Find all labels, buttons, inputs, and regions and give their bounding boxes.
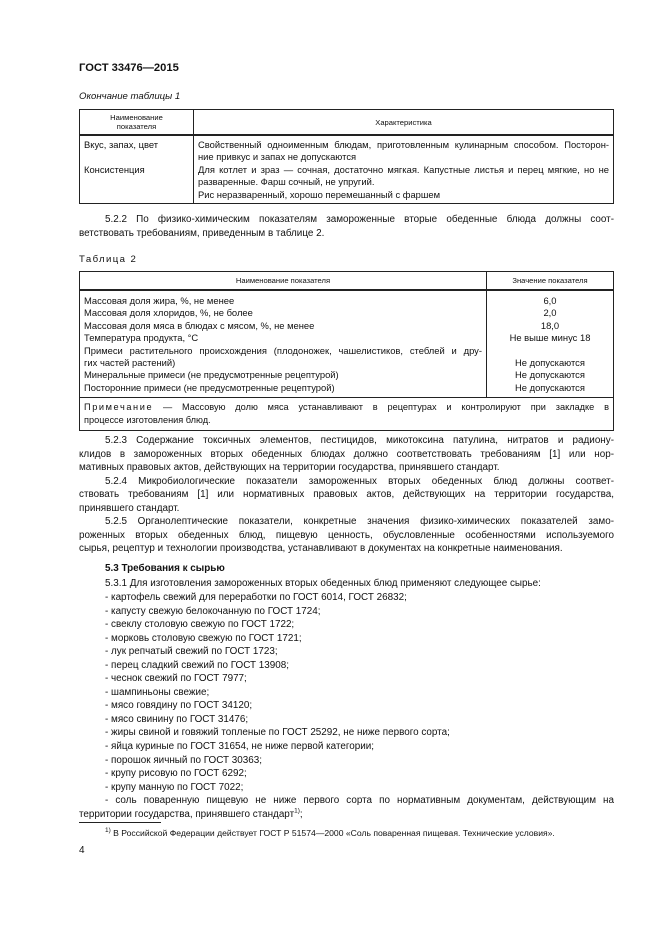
- paragraph-line: сырья, рецептур и технологии производства, устанавливают в документах на конкретные наименования.: [79, 543, 563, 555]
- footnote-ref: 1): [294, 807, 300, 815]
- table2-row-name: гих частей растений): [84, 357, 176, 369]
- table2-col2-header: Значение показателя: [487, 272, 614, 291]
- table2-row-value: Не допускаются: [515, 369, 585, 381]
- list-item: - яйца куриные по ГОСТ 31654, не ниже первой категории;: [105, 741, 375, 753]
- paragraph-line: принявшего стандарт.: [79, 502, 180, 514]
- list-item: - крупу манную по ГОСТ 7022;: [105, 781, 244, 793]
- note-label: Примечание: [84, 402, 154, 413]
- paragraph-line: 5.2.3 Содержание токсичных элементов, пестицидов, микотоксина патулина, нитратов и радиону-: [105, 435, 614, 446]
- paragraph-line: 5.2.2 По физико-химическим показателям замороженные вторые обеденные блюда должны соот-: [105, 214, 614, 225]
- table1-body-row: [80, 135, 614, 204]
- table1-names-cell: [80, 135, 194, 204]
- section-intro: 5.3.1 Для изготовления замороженных вторых обеденных блюд применяют следующее сырье:: [105, 578, 541, 590]
- table1-text-line: Для котлет и зраз — сочная, достаточно мягкая. Капустные листья и перец мягкие, но не: [198, 163, 609, 175]
- list-item: - морковь столовую свежую по ГОСТ 1721;: [105, 632, 302, 644]
- table-1: [79, 109, 614, 204]
- table1-text-line: разваренные. Фарш сочный, не упругий.: [198, 176, 375, 188]
- section-title: 5.3 Требования к сырью: [105, 562, 225, 574]
- table2-row-name: Массовая доля жира, %, не менее: [84, 295, 235, 306]
- list-item: - шампиньоны свежие;: [105, 686, 210, 698]
- table2-note: [80, 398, 614, 431]
- list-item: - соль поваренную пищевую не ниже первого сорта по нормативным документам, действующим на: [105, 795, 614, 807]
- list-item-continuation: [79, 808, 614, 822]
- main-text: [79, 434, 614, 821]
- table2-row-name: Минеральные примеси (не предусмотренные рецептурой): [84, 369, 339, 381]
- table2-row-value: [489, 345, 611, 357]
- list-item: - лук репчатый свежий по ГОСТ 1723;: [105, 646, 278, 658]
- table2-body-row: [80, 290, 614, 398]
- table1-col1-header: Наименование показателя: [80, 110, 194, 136]
- paragraph-line: мативных правовых актов, действующих на территории государства, принявшего стандарт.: [79, 462, 500, 474]
- table2-names-cell: [80, 290, 487, 398]
- table1-values-cell: [194, 135, 614, 204]
- table2-row-value: 2,0: [543, 307, 557, 319]
- document-header: ГОСТ 33476—2015: [79, 62, 179, 74]
- list-item: - капусту свежую белокочанную по ГОСТ 1724;: [105, 605, 321, 617]
- table2-values-cell: [487, 290, 614, 398]
- table2-col1-header: Наименование показателя: [80, 272, 487, 291]
- list-item: - мясо свинину по ГОСТ 31476;: [105, 713, 249, 725]
- table1-row-name: Консистенция: [84, 163, 145, 175]
- table2-note-row: [80, 398, 614, 431]
- table1-text-line: ние привкус и запах не допускаются: [198, 151, 357, 163]
- paragraph-line: ствовать требованиям [1] или нормативных правовых актов, действующих на территории государства,: [79, 489, 614, 501]
- footnote-divider: [79, 822, 161, 823]
- table1-col2-header: Характеристика: [194, 110, 614, 136]
- table2-header-row: [80, 272, 614, 291]
- table-2: [79, 271, 614, 431]
- table2-row-name: Массовая доля мяса в блюдах с мясом, %, не менее: [84, 319, 315, 331]
- table2-row-value: 18,0: [540, 319, 560, 331]
- table1-header-row: [80, 110, 614, 136]
- note-text: процессе изготовления блюд.: [84, 414, 211, 425]
- table2-row-name: Посторонние примеси (не предусмотренные рецептурой): [84, 381, 335, 393]
- footnote-text: В Российской Федерации действует ГОСТ Р 51574—2000 «Соль поваренная пищевая. Технические условия».: [110, 828, 555, 838]
- salt-line-text: территории государства, принявшего стандарт: [79, 808, 295, 820]
- table2-row-value: 6,0: [543, 295, 557, 306]
- paragraph-line: клидов в замороженных вторых обеденных блюдах должно соответствовать требованиям [1] или нор-: [79, 448, 614, 460]
- table2-caption: Таблица 2: [79, 254, 138, 265]
- table2-row-name: Примеси растительного происхождения (плодоножек, чашелистиков, стеблей и дру-: [84, 344, 482, 356]
- paragraph-line: 5.2.5 Органолептические показатели, конкретные значения физико-химических показателей замо-: [105, 516, 614, 528]
- list-item: - картофель свежий для переработки по ГОСТ 6014, ГОСТ 26832;: [105, 592, 407, 604]
- table2-row-value: Не допускаются: [515, 381, 585, 393]
- page-number: 4: [79, 845, 85, 856]
- table1-text-line: Рис неразваренный, хорошо перемешанный с фаршем: [198, 188, 441, 200]
- list-item: - жиры свиной и говяжий топленые по ГОСТ 25292, не ниже первого сорта;: [105, 727, 450, 739]
- paragraph-line: ветствовать требованиям, приведенным в таблице 2.: [79, 227, 325, 239]
- table2-row-name: Массовая доля хлоридов, %, не более: [84, 307, 253, 319]
- list-item: - чеснок свежий по ГОСТ 7977;: [105, 673, 247, 685]
- note-text: — Массовую долю мяса устанавливают в рецептурах и контролируют при закладке в: [153, 402, 609, 413]
- list-item: - мясо говядину по ГОСТ 34120;: [105, 700, 253, 712]
- list-item: - свеклу столовую свежую по ГОСТ 1722;: [105, 619, 295, 631]
- table1-text-line: Свойственный одноименным блюдам, приготовленным кулинарным способом. Посторон-: [198, 139, 609, 150]
- table2-row-name: Температура продукта, °С: [84, 332, 199, 344]
- paragraph-5-2-2: [79, 213, 614, 240]
- salt-line-end: ;: [299, 808, 303, 820]
- list-item: - крупу рисовую по ГОСТ 6292;: [105, 768, 247, 780]
- footnote-mark: 1): [105, 827, 111, 835]
- footnote: [79, 828, 614, 838]
- list-item: - перец сладкий свежий по ГОСТ 13908;: [105, 659, 289, 671]
- table1-caption: Окончание таблицы 1: [79, 91, 181, 102]
- table2-row-value: Не выше минус 18: [509, 332, 591, 344]
- table2-row-value: Не допускаются: [515, 357, 585, 369]
- paragraph-line: роженных вторых обеденных блюд, пищевую ценность, обусловленные особенностями используемого: [79, 529, 614, 541]
- paragraph-line: 5.2.4 Микробиологические показатели замороженных вторых обеденных блюд должны соответ-: [105, 475, 614, 487]
- table1-row-name: Вкус, запах, цвет: [84, 139, 159, 150]
- list-item: - порошок яичный по ГОСТ 30363;: [105, 754, 262, 766]
